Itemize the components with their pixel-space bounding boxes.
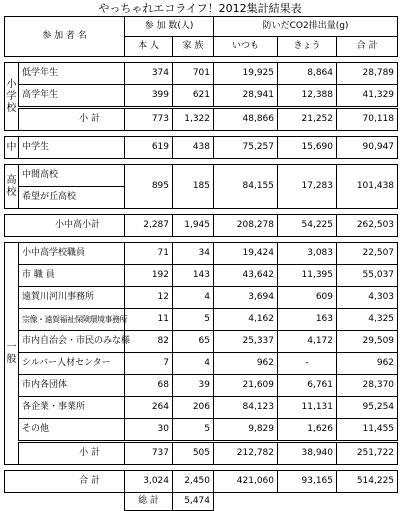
cell-always: 19,925 [214,63,278,85]
cell-family: 34 [173,243,214,265]
section-label-high: 高校 [5,165,19,209]
header-self: 本 人 [125,37,173,57]
cell-family: 505 [173,442,214,465]
cell-self: 2,287 [125,215,173,237]
row-name: 遠賀川河川事務所 [19,287,125,309]
cell-total: 22,507 [337,243,398,265]
cell-total: 514,225 [337,471,398,493]
cell-total: 29,509 [337,331,398,353]
subtotal-label: 小 計 [19,442,125,465]
cell-always: 4,162 [214,309,278,331]
document-title: やっちゃれエコライフ！2012集計結果表 [98,2,302,15]
cell-always: 212,782 [214,442,278,465]
cell-family: 621 [173,85,214,108]
cell-today: 93,165 [278,471,337,493]
results-table [4,16,398,511]
subtotal-label: 小中高小計 [5,215,125,237]
table-row [5,397,398,419]
row-name: 高学年生 [19,85,125,108]
cell-total: 95,254 [337,397,398,419]
cell-self: 264 [125,397,173,419]
cell-today: 15,690 [278,137,337,159]
cell-family: 5 [173,309,214,331]
table-row [5,165,398,187]
table-row [5,331,398,353]
cell-self: 895 [125,165,173,209]
cell-self: 82 [125,331,173,353]
table-row [5,353,398,375]
cell-today: 11,131 [278,397,337,419]
cell-self: 12 [125,287,173,309]
cell-self: 71 [125,243,173,265]
overall-total-value: 5,474 [173,493,214,511]
grand-total-row [5,471,398,493]
table-row [5,375,398,397]
header-today: きょう [278,37,337,57]
subtotal-row [5,442,398,465]
row-name: 市内自治会・市民のみな様 [19,331,125,353]
cell-today: 3,083 [278,243,337,265]
overall-total-row [5,493,398,511]
cell-today: 609 [278,287,337,309]
cell-always: 28,941 [214,85,278,108]
subtotal-row [5,215,398,237]
section-label-general: 一 般 [5,243,19,465]
cell-total: 251,722 [337,442,398,465]
cell-total: 4,303 [337,287,398,309]
header-total: 合 計 [337,37,398,57]
cell-family: 1,322 [173,108,214,131]
overall-total-label: 総 計 [125,493,173,511]
cell-self: 11 [125,309,173,331]
cell-today: 163 [278,309,337,331]
cell-today: 8,864 [278,63,337,85]
table-row [5,63,398,85]
cell-self: 30 [125,419,173,442]
cell-family: 206 [173,397,214,419]
row-name: 希望が丘高校 [19,187,125,209]
cell-family: 185 [173,165,214,209]
cell-self: 3,024 [125,471,173,493]
cell-today: 54,225 [278,215,337,237]
cell-total: 11,455 [337,419,398,442]
header-family: 家 族 [173,37,214,57]
cell-self: 399 [125,85,173,108]
cell-total: 262,503 [337,215,398,237]
header-participant-name: 参 加 者 名 [5,17,125,57]
subtotal-label: 小 計 [19,108,125,131]
cell-self: 773 [125,108,173,131]
cell-today: 38,940 [278,442,337,465]
grand-total-label: 合 計 [5,471,125,493]
cell-family: 4 [173,287,214,309]
cell-total: 4,325 [337,309,398,331]
section-label-middle: 中 [5,137,19,159]
table-row [5,419,398,442]
row-name: その他 [19,419,125,442]
row-name: 市内各団体 [19,375,125,397]
cell-always: 421,060 [214,471,278,493]
cell-self: 737 [125,442,173,465]
cell-self: 68 [125,375,173,397]
header-always: いつも [214,37,278,57]
cell-always: 9,829 [214,419,278,442]
cell-always: 962 [214,353,278,375]
cell-today: 21,252 [278,108,337,131]
cell-always: 84,123 [214,397,278,419]
row-name: 宗像・遠賀福祉保険環境事務所 [19,309,125,331]
cell-total: 55,037 [337,265,398,287]
cell-today: 17,283 [278,165,337,209]
row-name: 低学年生 [19,63,125,85]
cell-total: 28,789 [337,63,398,85]
cell-self: 192 [125,265,173,287]
cell-today: 11,395 [278,265,337,287]
cell-family: 143 [173,265,214,287]
cell-family: 2,450 [173,471,214,493]
header-participants-group: 参 加 数(人) [125,17,214,37]
cell-always: 25,337 [214,331,278,353]
cell-today: 12,388 [278,85,337,108]
cell-total: 962 [337,353,398,375]
cell-total: 90,947 [337,137,398,159]
cell-always: 21,609 [214,375,278,397]
cell-always: 48,866 [214,108,278,131]
cell-self: 7 [125,353,173,375]
header-co2-group: 防いだCO2排出量(g) [214,17,398,37]
cell-total: 70,118 [337,108,398,131]
cell-self: 619 [125,137,173,159]
cell-family: 1,945 [173,215,214,237]
table-row [5,265,398,287]
cell-total: 101,438 [337,165,398,209]
cell-family: 701 [173,63,214,85]
section-label-elementary: 小学校 [5,63,19,131]
row-name: 市 職 員 [19,265,125,287]
cell-family: 65 [173,331,214,353]
table-row [5,287,398,309]
cell-family: 438 [173,137,214,159]
cell-family: 5 [173,419,214,442]
row-name: 小中高学校職員 [19,243,125,265]
cell-family: 39 [173,375,214,397]
cell-self: 374 [125,63,173,85]
cell-always: 84,155 [214,165,278,209]
subtotal-row [5,108,398,131]
cell-always: 19,424 [214,243,278,265]
cell-total: 28,370 [337,375,398,397]
cell-today: 1,626 [278,419,337,442]
table-row [5,243,398,265]
cell-always: 75,257 [214,137,278,159]
row-name: シルバー人材センター [19,353,125,375]
cell-always: 3,694 [214,287,278,309]
cell-always: 208,278 [214,215,278,237]
cell-total: 41,329 [337,85,398,108]
cell-family: 4 [173,353,214,375]
row-name: 中学生 [19,137,125,159]
table-row [5,85,398,108]
cell-always: 43,642 [214,265,278,287]
table-row [5,309,398,331]
cell-today: 6,761 [278,375,337,397]
table-row [5,137,398,159]
header-row-1 [5,17,398,37]
cell-today: 4,172 [278,331,337,353]
row-name: 中間高校 [19,165,125,187]
cell-today: - [278,353,337,375]
row-name: 各企業・事業所 [19,397,125,419]
